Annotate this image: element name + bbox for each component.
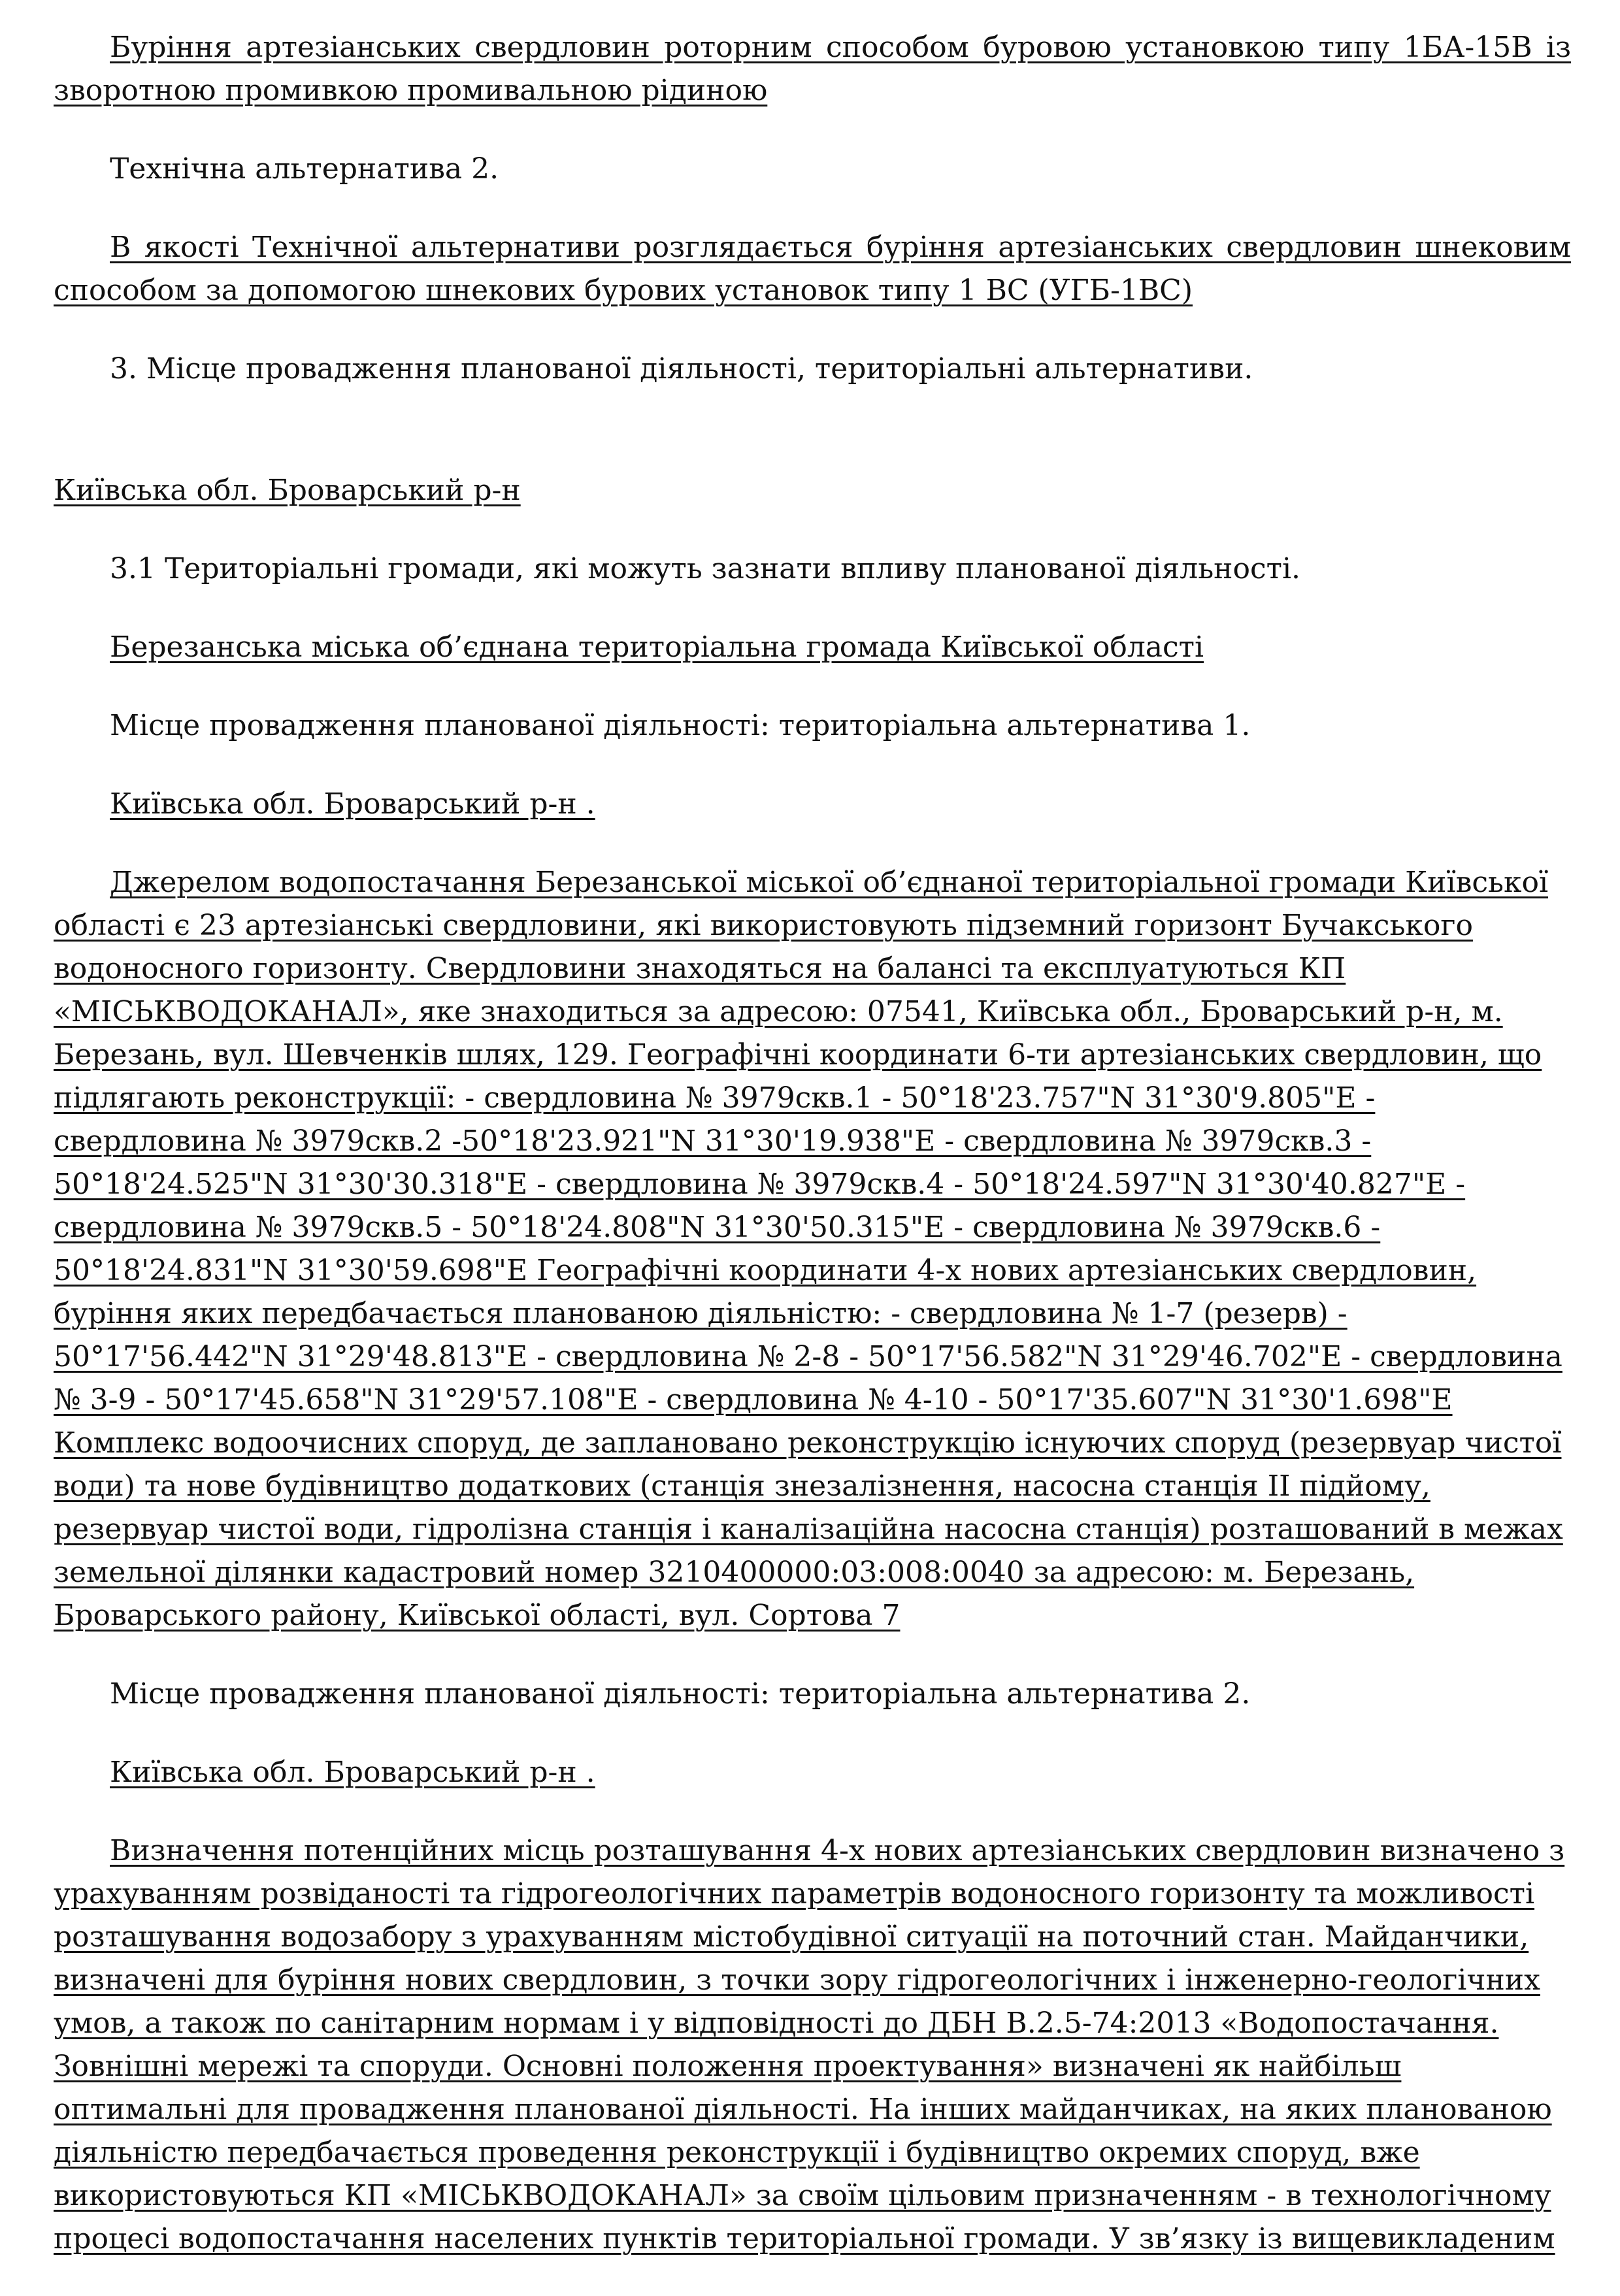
- underlined-text: Київська обл. Броварський р-н .: [110, 787, 595, 821]
- document-page: [54, 26, 1571, 2296]
- heading-section-3-1: 3.1 Територіальні громади, які можуть зазнати впливу планованої діяльності.: [110, 552, 1301, 585]
- underlined-text: Буріння артезіанських свердловин роторним способом буровою установкою типу 1БА-15В із зворотною промивкою промивальною рідиною: [54, 31, 1571, 107]
- heading-section-3: 3. Місце провадження планованої діяльності, територіальні альтернативи.: [110, 352, 1253, 385]
- location-region: [54, 469, 1571, 512]
- blank-line: [54, 426, 1571, 469]
- paragraph-water-supply-description: [54, 861, 1571, 1637]
- heading-territorial-alternative-2: Місце провадження планованої діяльності: територіальна альтернатива 2.: [110, 1677, 1251, 1711]
- heading-territorial-alternative-1: Місце провадження планованої діяльності: територіальна альтернатива 1.: [110, 709, 1251, 742]
- underlined-text: Березанська міська об’єднана територіальна громада Київської області: [110, 631, 1204, 664]
- underlined-text: Київська обл. Броварський р-н: [54, 474, 521, 507]
- underlined-text: Визначення потенційних місць розташування 4-х нових артезіанських свердловин визначено з урахуванням розвіданості та гідрогеологічних параметрів водоносного горизонту та можливості розташування водозабору з урахуванням містобудівної ситуації на поточний стан. Майданчики, визначені для буріння нових свердловин, з точки зору гідрогеологічних і інженерно-геологічних умов, а також по санітарним нормам і у відповідності до ДБН В.2.5-74:2013 «Водопостачання. Зовнішні мережі та споруди. Основні положення проектування» визначені як найбільш оптимальні для провадження планованої діяльності. На інших майданчиках, на яких планованою діяльністю передбачається проведення реконструкції і будівництво окремих споруд, вже використовуються КП «МІСЬКВОДОКАНАЛ» за своїм цільовим призначенням - в технологічному процесі водопостачання населених пунктів територіальної громади. У зв’язку із вищевикладеним: [54, 1834, 1565, 2255]
- community-name: [54, 626, 1571, 669]
- paragraph-technical-alt-1-description: [54, 26, 1571, 112]
- underlined-text: Київська обл. Броварський р-н .: [110, 1756, 595, 1789]
- location-region-alt-1: [54, 783, 1571, 826]
- paragraph-technical-alt-2-description: [54, 226, 1571, 312]
- heading-technical-alternative-2: Технічна альтернатива 2.: [110, 152, 499, 186]
- underlined-text: В якості Технічної альтернативи розглядається буріння артезіанських свердловин шнековим способом за допомогою шнекових бурових установок типу 1 ВС (УГБ-1ВС): [54, 231, 1571, 307]
- paragraph-site-selection-description: [54, 1829, 1571, 2261]
- underlined-text: Джерелом водопостачання Березанської міської об’єднаної територіальної громади Київської області є 23 артезіанські свердловини, які використовують підземний горизонт Бучакського водоносного горизонту. Свердловини знаходяться на балансі та експлуатуються КП «МІСЬКВОДОКАНАЛ», яке знаходиться за адресою: 07541, Київська обл., Броварський р-н, м. Березань, вул. Шевченків шлях, 129. Географічні координати 6-ти артезіанських свердловин, що підлягають реконструкції: - свердловина № 3979скв.1 - 50°18'23.757"N 31°30'9.805"E - свердловина № 3979скв.2 -50°18'23.921"N 31°30'19.938"E - свердловина № 3979скв.3 - 50°18'24.525"N 31°30'30.318"E - свердловина № 3979скв.4 - 50°18'24.597"N 31°30'40.827"E - свердловина № 3979скв.5 - 50°18'24.808"N 31°30'50.315"E - свердловина № 3979скв.6 - 50°18'24.831"N 31°30'59.698"E Географічні координати 4-х нових артезіанських свердловин, буріння яких передбачається планованою діяльністю: - свердловина № 1-7 (резерв) - 50°17'56.442"N 31°29'48.813"E - свердловина № 2-8 - 50°17'56.582"N 31°29'46.702"E - свердловина № 3-9 - 50°17'45.658"N 31°29'57.108"E - свердловина № 4-10 - 50°17'35.607"N 31°30'1.698"E Комплекс водоочисних споруд, де заплановано реконструкцію існуючих споруд (резервуар чистої води) та нове будівництво додаткових (станція знезалізнення, насосна станція ІІ підйому, резервуар чистої води, гідролізна станція і каналізаційна насосна станція) розташований в межах земельної ділянки кадастровий номер 3210400000:03:008:0040 за адресою: м. Березань, Броварського району, Київської області, вул. Сортова 7: [54, 866, 1563, 1632]
- location-region-alt-2: [54, 1751, 1571, 1794]
